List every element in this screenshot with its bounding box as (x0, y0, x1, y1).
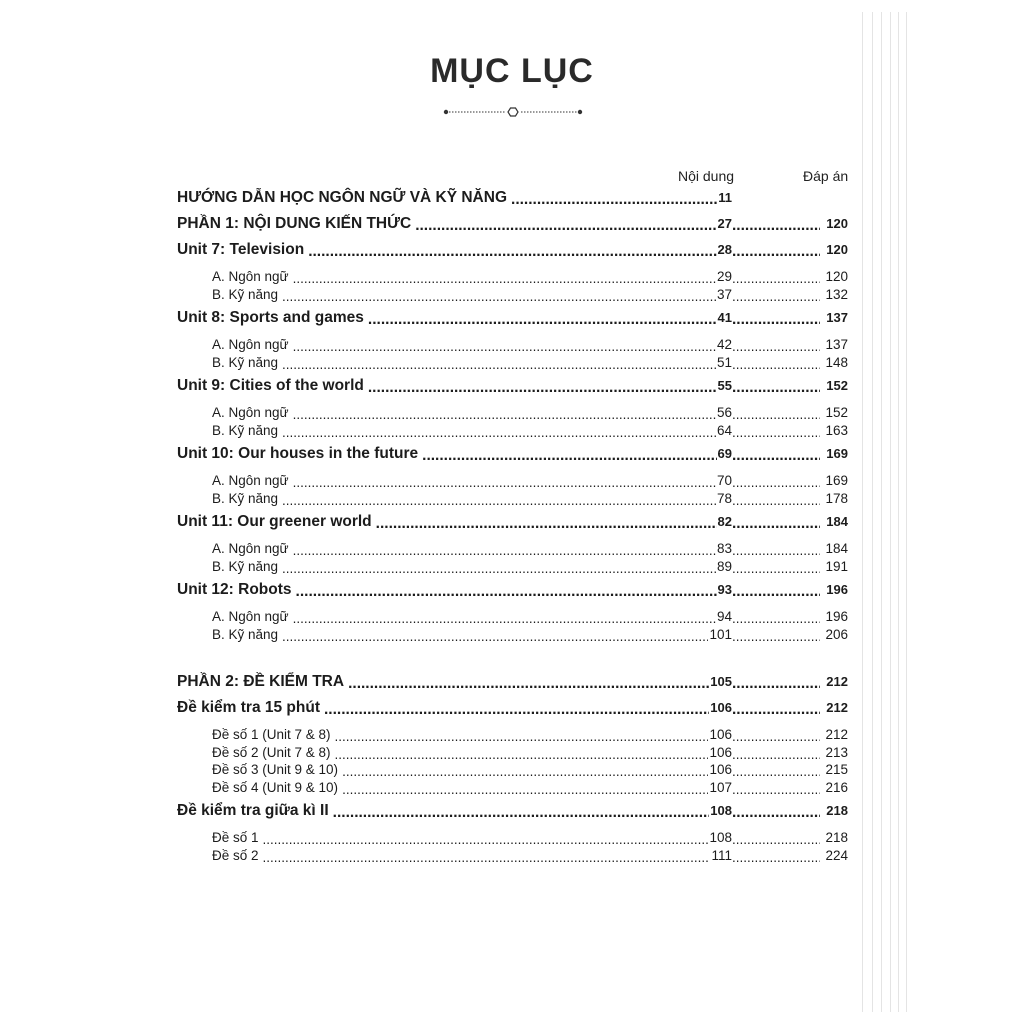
content-page-number: 111 (711, 847, 732, 863)
leader-dots (732, 339, 820, 353)
toc-subentry[interactable] (177, 355, 848, 373)
toc-subentry[interactable] (177, 541, 848, 559)
content-page-number: 29 (716, 269, 732, 284)
toc-subentry[interactable] (177, 559, 848, 577)
content-page-number: 55 (717, 378, 732, 393)
content-page-number: 105 (710, 674, 732, 689)
answer-page-number: 215 (825, 762, 848, 777)
content-page-number: 106 (710, 700, 732, 715)
content-page-number: 28 (717, 242, 732, 257)
column-header-content: Nội dung (678, 168, 735, 184)
content-page-number: 89 (716, 558, 732, 574)
toc-subentry[interactable] (177, 269, 848, 287)
leader-dots (324, 701, 709, 717)
answer-page-number: 152 (825, 405, 848, 420)
toc-entry-label: B. Kỹ năng (212, 354, 279, 370)
toc-entry-test-group[interactable] (177, 698, 848, 724)
toc-entry-part-heading[interactable] (177, 672, 848, 698)
content-page-number: 51 (716, 354, 732, 370)
toc-entry-label: Unit 9: Cities of the world (177, 377, 364, 394)
toc-entry-label: Unit 8: Sports and games (177, 309, 364, 326)
answer-page-number: 212 (826, 674, 848, 689)
toc-entry-label: Unit 10: Our houses in the future (177, 445, 419, 462)
leader-dots (732, 561, 820, 575)
toc-subentry[interactable] (177, 423, 848, 441)
answer-page-number: 196 (825, 609, 848, 624)
toc-entry-label: A. Ngôn ngữ (212, 337, 289, 352)
leader-dots (308, 243, 716, 259)
toc-entry-label: Đề số 4 (Unit 9 & 10) (212, 779, 339, 795)
toc-entry-label: Đề số 3 (Unit 9 & 10) (212, 762, 339, 777)
leader-dots (732, 629, 820, 643)
leader-dots (282, 629, 708, 643)
leader-dots (263, 832, 709, 846)
leader-dots (732, 379, 820, 395)
toc-entry-label: Đề số 2 (212, 847, 259, 863)
content-page-number: 11 (718, 190, 732, 205)
content-page-number: 82 (717, 514, 732, 529)
leader-dots (415, 217, 716, 233)
toc-entry-label: Unit 7: Television (177, 241, 305, 258)
leader-dots (293, 475, 716, 489)
leader-dots (732, 675, 820, 691)
answer-page-number: 169 (825, 473, 848, 488)
leader-dots (293, 271, 716, 285)
toc-subentry[interactable] (177, 727, 848, 745)
leader-dots (342, 764, 708, 778)
toc-subentry[interactable] (177, 609, 848, 627)
answer-page-number: 212 (825, 727, 848, 742)
toc-entry-label: B. Kỹ năng (212, 422, 279, 438)
leader-dots (732, 357, 820, 371)
toc-subentry[interactable] (177, 627, 848, 645)
leader-dots (348, 675, 709, 691)
leader-dots (732, 425, 820, 439)
leader-dots (732, 850, 820, 864)
table-of-contents (177, 188, 848, 865)
leader-dots (282, 289, 716, 303)
leader-dots (335, 747, 709, 761)
toc-entry-label: B. Kỹ năng (212, 626, 279, 642)
leader-dots (368, 311, 717, 327)
leader-dots (732, 493, 820, 507)
answer-page-number: 120 (826, 242, 848, 257)
toc-entry-unit[interactable] (177, 240, 848, 266)
toc-entry-unit[interactable] (177, 580, 848, 606)
toc-subentry[interactable] (177, 337, 848, 355)
leader-dots (732, 311, 820, 327)
content-page-number: 108 (710, 803, 732, 818)
toc-entry-label: A. Ngôn ngữ (212, 405, 289, 420)
content-page-number: 106 (709, 727, 732, 742)
page-edge-line (906, 12, 907, 1012)
content-page-number: 94 (716, 609, 732, 624)
toc-entry-label: Đề kiểm tra giữa kì II (177, 802, 329, 819)
toc-entry-label: B. Kỹ năng (212, 490, 279, 506)
toc-subentry[interactable] (177, 830, 848, 848)
answer-page-number: 178 (825, 490, 848, 506)
toc-entry-test-group[interactable] (177, 801, 848, 827)
answer-page-number: 148 (825, 354, 848, 370)
toc-entry-unit[interactable] (177, 376, 848, 402)
answer-page-number: 137 (826, 310, 848, 325)
leader-dots (342, 782, 708, 796)
toc-subentry[interactable] (177, 287, 848, 305)
answer-page-number: 218 (825, 830, 848, 845)
content-page-number: 70 (716, 473, 732, 488)
leader-dots (293, 611, 716, 625)
toc-entry-label: Unit 11: Our greener world (177, 513, 372, 530)
answer-page-number: 191 (825, 558, 848, 574)
answer-page-number: 184 (826, 514, 848, 529)
leader-dots (296, 583, 717, 599)
toc-entry-label: Unit 12: Robots (177, 581, 292, 598)
toc-entry-unit[interactable] (177, 512, 848, 538)
leader-dots (282, 561, 716, 575)
answer-page-number: 213 (825, 744, 848, 760)
leader-dots (293, 543, 716, 557)
leader-dots (511, 191, 717, 207)
leader-dots (732, 804, 820, 820)
content-page-number: 69 (717, 446, 732, 461)
leader-dots (732, 583, 820, 599)
answer-page-number: 137 (825, 337, 848, 352)
toc-entry-label: B. Kỹ năng (212, 286, 279, 302)
toc-subentry[interactable] (177, 405, 848, 423)
toc-entry-label: PHẦN 1: NỘI DUNG KIẾN THỨC (177, 215, 412, 232)
toc-entry-label: B. Kỹ năng (212, 558, 279, 574)
leader-dots (732, 611, 820, 625)
toc-entry-label: Đề số 1 (212, 830, 259, 845)
toc-entry-label: A. Ngôn ngữ (212, 609, 289, 624)
answer-page-number: 218 (826, 803, 848, 818)
leader-dots (293, 339, 716, 353)
section-spacer (177, 648, 848, 672)
toc-entry-label: Đề kiểm tra 15 phút (177, 699, 320, 716)
answer-page-number: 212 (826, 700, 848, 715)
answer-page-number: 216 (825, 779, 848, 795)
leader-dots (282, 357, 716, 371)
leader-dots (732, 832, 820, 846)
answer-page-number: 152 (826, 378, 848, 393)
leader-dots (732, 701, 820, 717)
answer-page-number: 196 (826, 582, 848, 597)
toc-entry-part-heading[interactable] (177, 214, 848, 240)
answer-page-number: 169 (826, 446, 848, 461)
toc-entry-unit[interactable] (177, 444, 848, 470)
leader-dots (335, 729, 709, 743)
content-page-number: 42 (716, 337, 732, 352)
answer-page-number: 184 (825, 541, 848, 556)
content-page-number: 27 (717, 216, 732, 231)
answer-page-number: 163 (825, 422, 848, 438)
leader-dots (376, 515, 717, 531)
leader-dots (422, 447, 716, 463)
content-page-number: 108 (709, 830, 732, 845)
toc-entry-label: HƯỚNG DẪN HỌC NGÔN NGỮ VÀ KỸ NĂNG (177, 189, 508, 206)
content-page-number: 101 (709, 626, 732, 642)
leader-dots (732, 217, 820, 233)
toc-subentry[interactable] (177, 745, 848, 763)
toc-entry-label: Đề số 1 (Unit 7 & 8) (212, 727, 331, 742)
leader-dots (732, 515, 820, 531)
answer-page-number: 132 (825, 286, 848, 302)
leader-dots (282, 493, 716, 507)
leader-dots (732, 543, 820, 557)
answer-page-number: 224 (825, 847, 848, 863)
leader-dots (368, 379, 717, 395)
answer-page-number: 206 (825, 626, 848, 642)
page-edge-line (881, 12, 882, 1012)
toc-subentry[interactable] (177, 848, 848, 866)
content-page-number: 106 (709, 762, 732, 777)
content-page-number: 41 (717, 310, 732, 325)
content-page-number: 107 (709, 779, 732, 795)
leader-dots (732, 447, 820, 463)
toc-entry-unit[interactable] (177, 308, 848, 334)
leader-dots (333, 804, 710, 820)
answer-page-number: 120 (826, 216, 848, 231)
toc-subentry[interactable] (177, 473, 848, 491)
content-page-number: 83 (716, 541, 732, 556)
page-title: MỤC LỤC (430, 52, 594, 90)
page-edge-line (890, 12, 891, 1012)
page-edge-line (862, 12, 863, 1012)
leader-dots (732, 243, 820, 259)
leader-dots (732, 782, 820, 796)
toc-entry-label: A. Ngôn ngữ (212, 269, 289, 284)
content-page-number: 78 (716, 490, 732, 506)
toc-entry-label: Đề số 2 (Unit 7 & 8) (212, 744, 331, 760)
column-header-answers: Đáp án (803, 168, 849, 184)
toc-entry-label: A. Ngôn ngữ (212, 473, 289, 488)
answer-page-number: 120 (825, 269, 848, 284)
toc-entry-label: A. Ngôn ngữ (212, 541, 289, 556)
leader-dots (282, 425, 716, 439)
toc-subentry[interactable] (177, 780, 848, 798)
leader-dots (732, 729, 820, 743)
leader-dots (732, 271, 820, 285)
leader-dots (732, 764, 820, 778)
toc-entry-label: PHẦN 2: ĐỀ KIỂM TRA (177, 673, 345, 690)
content-page-number: 106 (709, 744, 732, 760)
content-page-number: 56 (716, 405, 732, 420)
page-edge-line (898, 12, 899, 1012)
leader-dots (732, 289, 820, 303)
page-edge-line (872, 12, 873, 1012)
leader-dots (732, 747, 820, 761)
title-ornament (442, 106, 584, 118)
content-page-number: 93 (717, 582, 732, 597)
leader-dots (732, 475, 820, 489)
leader-dots (263, 850, 711, 864)
toc-entry-intro[interactable] (177, 188, 848, 214)
toc-subentry[interactable] (177, 491, 848, 509)
content-page-number: 37 (716, 286, 732, 302)
content-page-number: 64 (716, 422, 732, 438)
toc-subentry[interactable] (177, 762, 848, 780)
leader-dots (732, 407, 820, 421)
leader-dots (293, 407, 716, 421)
